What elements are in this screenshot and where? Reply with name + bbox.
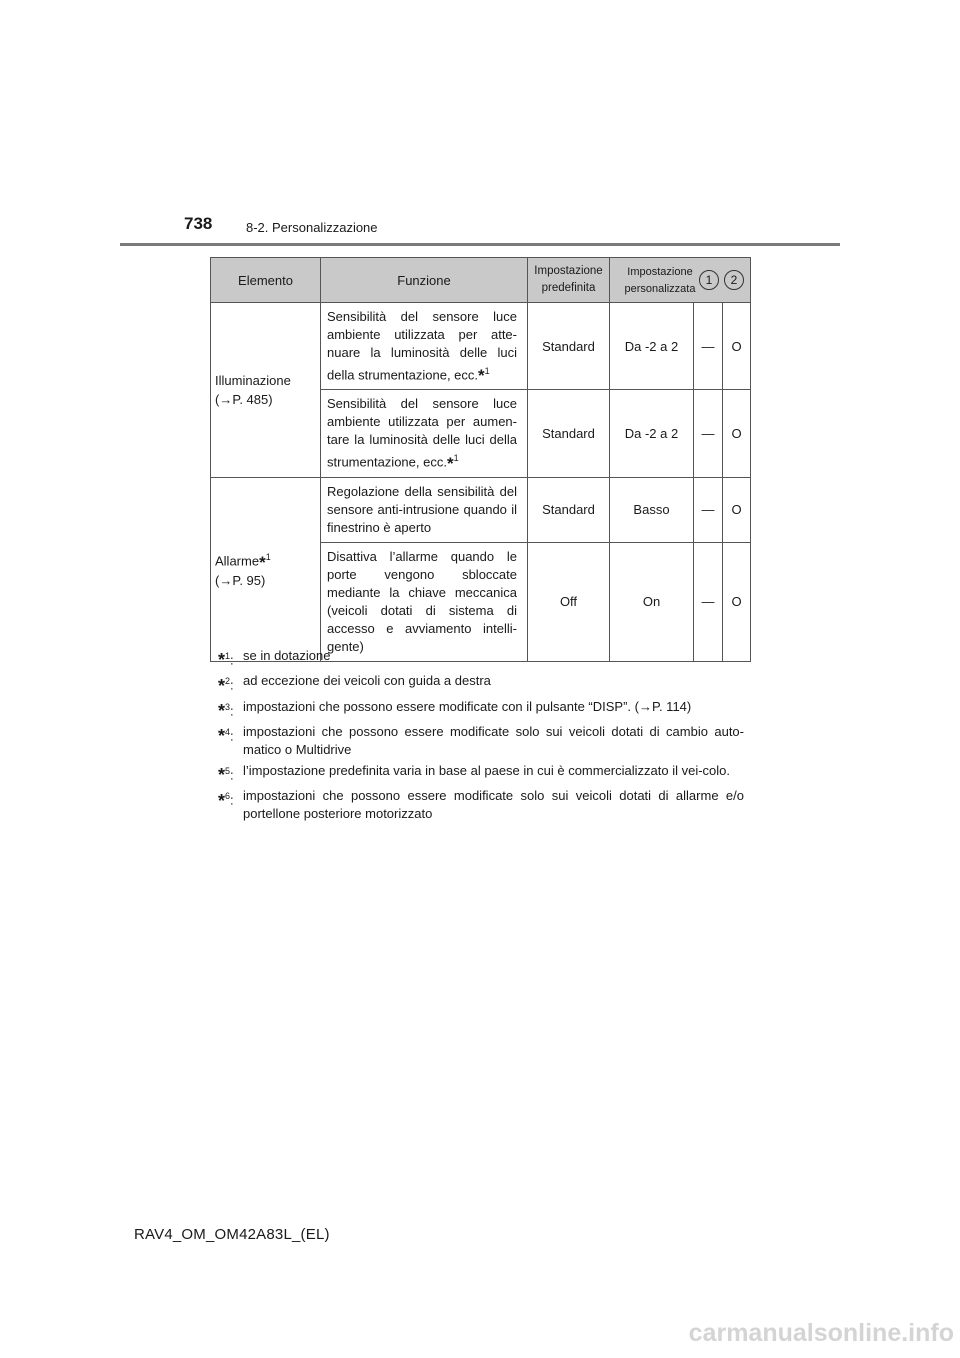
footnote-mark: *$^1$:: [218, 650, 234, 671]
header-predefinita: Impostazione predefinita: [528, 258, 610, 303]
table-row: [211, 477, 751, 542]
footnote: [218, 787, 744, 823]
funzione-text: Sensibilità del sensore luce ambiente utilizzata per aumen-tare la luminosità delle luci della strumentazione, ecc.: [327, 396, 517, 470]
header-personalizzata: [610, 258, 751, 303]
footnote-text: ad eccezione dei veicoli con guida a destra: [243, 673, 491, 689]
footnote: [218, 672, 744, 694]
col2-cell: O: [723, 390, 751, 477]
footnote-asterisk: *: [218, 790, 226, 811]
header-elemento: Elemento: [211, 258, 321, 303]
footnote-text: impostazioni che possono essere modificate solo sui veicoli dotati di allarme e/o portellone posteriore motorizzato: [243, 788, 744, 822]
col2-cell: O: [723, 542, 751, 661]
elemento-ref: (→P. 95): [215, 572, 266, 588]
customization-table: [210, 257, 751, 662]
footnote-mark: *$^5$:: [218, 765, 234, 786]
footnote-asterisk: *: [478, 366, 485, 386]
col1-cell: —: [694, 390, 723, 477]
elemento-name: Illuminazione: [215, 372, 291, 388]
funzione-cell: Regolazione della sensibilità del sensore anti-intrusione quando il finestrino è aperto: [321, 477, 528, 542]
footnote-mark: *$^6$:: [218, 790, 234, 811]
personalizzata-cell: Da -2 a 2: [610, 303, 694, 390]
footnote: [218, 647, 744, 669]
elemento-name: Allarme: [215, 553, 260, 569]
col1-cell: —: [694, 303, 723, 390]
col2-cell: O: [723, 477, 751, 542]
footnote: [218, 698, 744, 720]
circled-two-icon: 2: [724, 270, 744, 290]
footnote-asterisk: *: [218, 726, 226, 747]
personalizzata-cell: Basso: [610, 477, 694, 542]
footnote-number: 5: [225, 765, 231, 776]
col2-cell: O: [723, 303, 751, 390]
footnote-text: impostazioni che possono essere modificate solo sui veicoli dotati di cambio auto-matico o Multidrive: [243, 723, 744, 757]
document-code: RAV4_OM_OM42A83L_(EL): [134, 1226, 330, 1243]
circled-one-icon: 1: [699, 270, 719, 290]
elemento-ref: (→P. 485): [215, 391, 273, 407]
table-row: [211, 303, 751, 390]
elemento-cell: [211, 477, 321, 661]
predefinita-cell: Off: [528, 542, 610, 661]
personalizzata-cell: On: [610, 542, 694, 661]
footnote-asterisk: *: [218, 700, 226, 721]
footnote-asterisk: *: [446, 453, 454, 473]
footnote-mark: *$^3$:: [218, 700, 234, 721]
footnote-mark: *$^4$:: [218, 726, 234, 747]
col1-cell: —: [694, 542, 723, 661]
footnote-asterisk: *: [218, 765, 226, 786]
footnote-asterisk: *: [218, 675, 226, 696]
footnote-mark: *$^2$:: [218, 675, 234, 696]
footnotes: [218, 647, 744, 826]
page-number: 738: [184, 214, 213, 233]
footnote-text: impostazioni che possono essere modificate con il pulsante “DISP”. (→P. 114): [243, 698, 692, 714]
predefinita-cell: Standard: [528, 477, 610, 542]
col1-cell: —: [694, 477, 723, 542]
header-personalizzata-label: Impostazione personalizzata: [624, 266, 696, 295]
footnote-number: 2: [225, 676, 231, 687]
footnote-text: l’impostazione predefinita varia in base al paese in cui è commercializzato il vei-colo.: [243, 762, 731, 778]
watermark: carmanualsonline.info: [688, 1319, 954, 1347]
footnote: [218, 723, 744, 759]
footnote-text: se in dotazione: [243, 648, 331, 663]
header-funzione: Funzione: [321, 258, 528, 303]
funzione-text: Sensibilità del sensore luce ambiente utilizzata per atte-nuare la luminosità delle luci della strumentazione, ecc.: [327, 309, 517, 383]
footnote-asterisk: *: [218, 650, 226, 671]
footnote-number: 1: [225, 651, 231, 661]
section-title: 8-2. Personalizzazione: [246, 220, 378, 235]
table-header-row: [211, 258, 751, 303]
footnote-number: 4: [225, 726, 231, 737]
footnote-ref: 1: [453, 453, 459, 464]
predefinita-cell: Standard: [528, 303, 610, 390]
footnote-asterisk: *: [259, 552, 266, 572]
header-rule: [120, 243, 840, 246]
footnote-ref: 1: [265, 552, 271, 563]
footnote-ref: 1: [484, 366, 490, 376]
funzione-cell: [321, 390, 528, 477]
funzione-cell: [321, 303, 528, 390]
personalizzata-cell: Da -2 a 2: [610, 390, 694, 477]
footnote-number: 6: [225, 791, 231, 802]
footnote-number: 3: [225, 701, 231, 712]
funzione-cell: Disattiva l’allarme quando le porte vengono sbloccate mediante la chiave meccanica (veicoli dotati di sistema di accesso e avviamento intelli-gente): [321, 542, 528, 661]
predefinita-cell: Standard: [528, 390, 610, 477]
footnote: [218, 762, 744, 784]
elemento-cell: [211, 303, 321, 478]
